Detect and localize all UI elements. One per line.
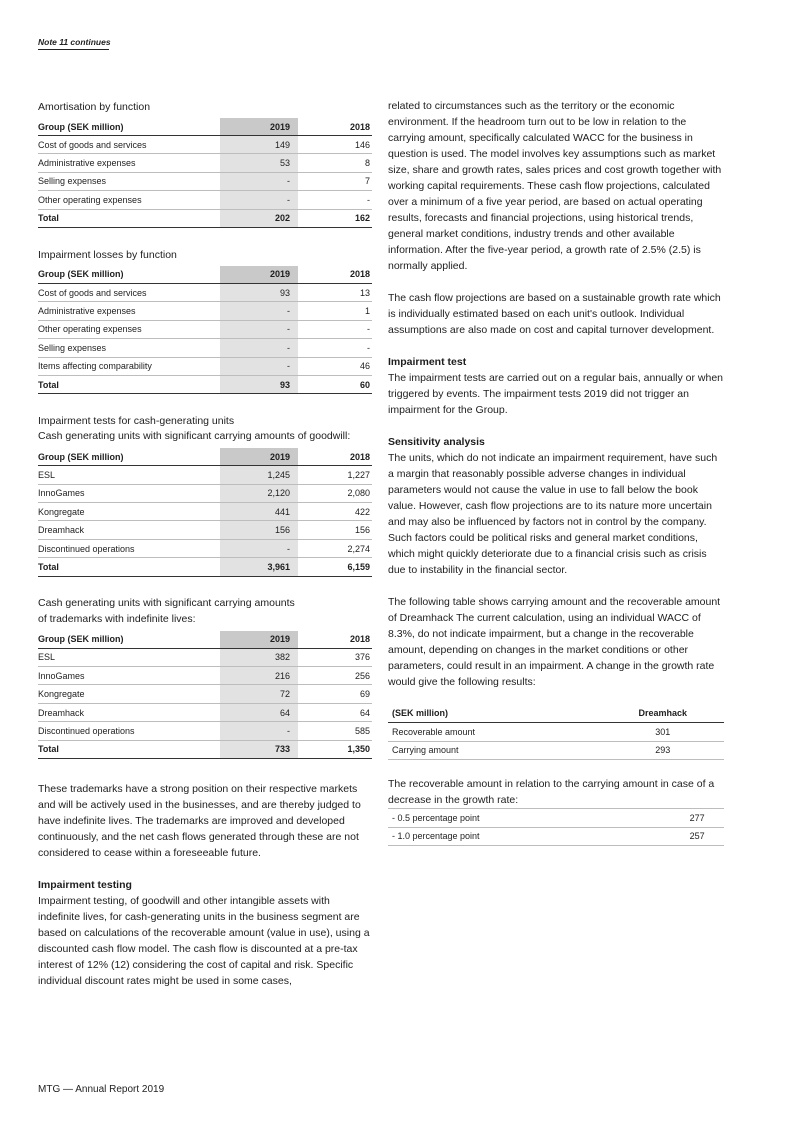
value-2019: 2,120	[220, 484, 298, 502]
value-2019: 382	[220, 648, 298, 666]
table-row	[38, 320, 372, 338]
row-label: Discontinued operations	[38, 539, 220, 557]
table-row	[38, 539, 372, 557]
impairment-losses-table	[38, 266, 372, 394]
table-row	[38, 484, 372, 502]
table-row	[38, 172, 372, 190]
total-label: Total	[38, 209, 220, 227]
value-2018: -	[298, 339, 372, 357]
trademarks-subtitle-line2: of trademarks with indefinite lives:	[38, 612, 196, 625]
trademarks-section	[38, 595, 372, 759]
table-row	[38, 191, 372, 209]
value-2018: 46	[298, 357, 372, 375]
row-label: InnoGames	[38, 484, 220, 502]
row-label: Cost of goods and services	[38, 283, 220, 301]
column-header-2018: 2018	[298, 118, 372, 136]
sensitivity-table-intro: The recoverable amount in relation to the carrying amount in case of a decrease in the growth rate:	[388, 778, 715, 806]
value-2019: 149	[220, 136, 298, 154]
cash-flow-model-paragraph: related to circumstances such as the territory or the economic environment. If the headroom turn out to be low in relation to the carrying amount, specifically calculated WACC for the business in question is used. The model involves key assumptions such as market size, share and growth rates, sales prices and cost growth together with working capital requirements. These cash flow projections, calculated over a minimum of a five year period, are based on actual operating results, forecasts and financial projections, using historical trends, general market conditions, industry trends and other available information. After the five-year period, a growth rate of 2.5% (2.5) is normally applied.	[388, 100, 722, 272]
amortisation-table	[38, 118, 372, 228]
row-label: Selling expenses	[38, 172, 220, 190]
value-2019: -	[220, 172, 298, 190]
value-2019: 93	[220, 283, 298, 301]
value-2019: 53	[220, 154, 298, 172]
value-2019: -	[220, 539, 298, 557]
amortisation-title: Amortisation by function	[38, 101, 151, 113]
value-2019: -	[220, 191, 298, 209]
total-label: Total	[38, 375, 220, 393]
row-label: Kongregate	[38, 685, 220, 703]
total-row	[38, 209, 372, 227]
value-2018: 2,080	[298, 484, 372, 502]
value-2019: 64	[220, 703, 298, 721]
total-2018: 1,350	[298, 740, 372, 758]
sensitivity-analysis-heading: Sensitivity analysis	[388, 436, 485, 448]
column-header-2018: 2018	[298, 266, 372, 284]
table-header-row	[38, 448, 372, 466]
left-column	[38, 100, 372, 989]
impairment-tests-title: Impairment tests for cash-generating units	[38, 415, 235, 428]
value-2018: 376	[298, 648, 372, 666]
total-2018: 6,159	[298, 558, 372, 576]
row-label: InnoGames	[38, 667, 220, 685]
row-label: Administrative expenses	[38, 302, 220, 320]
value-2018: -	[298, 320, 372, 338]
goodwill-table	[38, 448, 372, 576]
impairment-losses-title: Impairment losses by function	[38, 248, 177, 261]
table-row	[38, 283, 372, 301]
value-2019: 72	[220, 685, 298, 703]
total-2019: 202	[220, 209, 298, 227]
column-header-2019: 2019	[220, 631, 298, 649]
table-row	[38, 357, 372, 375]
page-footer: MTG — Annual Report 2019	[38, 1084, 165, 1095]
table-row	[388, 741, 724, 760]
dreamhack-table-intro: The following table shows carrying amount and the recoverable amount of Dreamhack The current calculation, using an individual WACC of 8.3%, do not indicate impairment, but a change in the recoverable amount, depending on changes in the market conditions or other parameters, could result in an impairment. A change in the growth rate would give the following results:	[388, 596, 721, 688]
value-2019: -	[220, 357, 298, 375]
column-header-2019: 2019	[220, 266, 298, 284]
column-header: Group (SEK million)	[38, 448, 220, 466]
table-header-row	[38, 266, 372, 284]
value-2018: 256	[298, 667, 372, 685]
value-2019: -	[220, 722, 298, 740]
sensitivity-table	[388, 808, 724, 846]
table-row	[38, 466, 372, 484]
table-row	[38, 648, 372, 666]
value-2018: 69	[298, 685, 372, 703]
value-2018: 13	[298, 283, 372, 301]
row-label: Discontinued operations	[38, 722, 220, 740]
value-2018: 7	[298, 172, 372, 190]
sensitivity-analysis-paragraph: The units, which do not indicate an impairment requirement, have such a margin that reasonably possible adverse changes in individual parameters would not cause the value in use to fall below the book value. However, cash flow projections are to its nature more uncertain and may also be influenced by factors not in control by the company. Such factors could be political risks and general market conditions, which might quickly deteriorate due to a financial crisis such as crisis due to instability in the financial sector.	[388, 452, 718, 576]
table-row	[38, 722, 372, 740]
goodwill-section	[38, 414, 372, 576]
value-2018: 422	[298, 503, 372, 521]
row-value: 301	[598, 723, 724, 742]
row-label: ESL	[38, 466, 220, 484]
impairment-test-heading: Impairment test	[388, 356, 467, 368]
table-row	[38, 703, 372, 721]
value-2018: 2,274	[298, 539, 372, 557]
column-header: Group (SEK million)	[38, 631, 220, 649]
table-row	[38, 503, 372, 521]
row-label: Cost of goods and services	[38, 136, 220, 154]
value-2018: -	[298, 191, 372, 209]
note-continues-header: Note 11 continues	[38, 37, 111, 47]
goodwill-subtitle: Cash generating units with significant carrying amounts of goodwill:	[38, 430, 351, 443]
value-2019: 1,245	[220, 466, 298, 484]
value-2019: 156	[220, 521, 298, 539]
amortisation-section	[38, 100, 372, 228]
value-2018: 585	[298, 722, 372, 740]
table-row	[38, 136, 372, 154]
table-row	[38, 154, 372, 172]
total-row	[38, 375, 372, 393]
table-row	[38, 667, 372, 685]
row-label: Other operating expenses	[38, 320, 220, 338]
impairment-testing-paragraph: Impairment testing, of goodwill and other intangible assets with indefinite lives, for cash-generating units in the business segment are based on calculations of the recoverable amount (value in use), using a discounted cash flow model. The cash flow is discounted at a pre-tax interest of 12% (12) considering the cost of capital and risk. Specific individual discount rates might be used in some cases,	[38, 894, 370, 987]
total-2019: 93	[220, 375, 298, 393]
value-2018: 1,227	[298, 466, 372, 484]
row-label: Recoverable amount	[388, 723, 598, 742]
value-2018: 8	[298, 154, 372, 172]
column-header-2019: 2019	[220, 118, 298, 136]
column-header-dreamhack: Dreamhack	[598, 704, 724, 723]
row-label: Administrative expenses	[38, 154, 220, 172]
value-2019: 441	[220, 503, 298, 521]
row-label: Items affecting comparability	[38, 357, 220, 375]
total-2018: 60	[298, 375, 372, 393]
table-row	[388, 827, 724, 846]
row-label: Kongregate	[38, 503, 220, 521]
trademarks-table	[38, 631, 372, 759]
impairment-testing-heading: Impairment testing	[38, 878, 132, 891]
row-label: Carrying amount	[388, 741, 598, 760]
row-label: Dreamhack	[38, 703, 220, 721]
value-2019: 216	[220, 667, 298, 685]
column-header: Group (SEK million)	[38, 118, 220, 136]
value-2018: 64	[298, 703, 372, 721]
value-2019: -	[220, 302, 298, 320]
table-row	[38, 339, 372, 357]
value-2019: -	[220, 339, 298, 357]
row-label: Selling expenses	[38, 339, 220, 357]
right-column	[388, 98, 724, 846]
column-header-2018: 2018	[298, 448, 372, 466]
column-header: Group (SEK million)	[38, 266, 220, 284]
table-row	[388, 809, 724, 828]
total-2019: 3,961	[220, 558, 298, 576]
impairment-losses-section	[38, 248, 372, 394]
row-label: Dreamhack	[38, 521, 220, 539]
value-2018: 146	[298, 136, 372, 154]
row-value: 293	[598, 741, 724, 760]
total-2018: 162	[298, 209, 372, 227]
total-label: Total	[38, 740, 220, 758]
trademarks-subtitle-line1: Cash generating units with significant carrying amounts	[38, 596, 295, 609]
table-row	[38, 685, 372, 703]
dreamhack-table	[388, 704, 724, 760]
table-header-row	[38, 631, 372, 649]
row-label: - 0.5 percentage point	[388, 809, 666, 828]
table-header-row	[388, 704, 724, 723]
total-row	[38, 558, 372, 576]
table-row	[388, 723, 724, 742]
value-2019: -	[220, 320, 298, 338]
table-row	[38, 302, 372, 320]
column-header: (SEK million)	[388, 704, 598, 723]
trademarks-paragraph: These trademarks have a strong position on their respective markets and will be actively used in the businesses, and are thereby judged to have indefinite lives. The trademarks are improved and developed continuously, and the net cash flows generated through these are not considered to cease within a foreseeable future.	[38, 782, 361, 859]
row-label: ESL	[38, 648, 220, 666]
total-label: Total	[38, 558, 220, 576]
column-header-2018: 2018	[298, 631, 372, 649]
growth-rate-paragraph: The cash flow projections are based on a sustainable growth rate which is individually estimated based on each unit's outlook. Individual assumptions are also made on cost and capital turnover development.	[388, 292, 721, 336]
row-label: Other operating expenses	[38, 191, 220, 209]
row-label: - 1.0 percentage point	[388, 827, 666, 846]
total-2019: 733	[220, 740, 298, 758]
table-header-row	[38, 118, 372, 136]
table-row	[38, 521, 372, 539]
row-value: 257	[666, 827, 724, 846]
value-2018: 156	[298, 521, 372, 539]
impairment-test-paragraph: The impairment tests are carried out on a regular bais, annually or when triggered by events. The impairment tests 2019 did not trigger an impairment for the Group.	[388, 372, 724, 416]
total-row	[38, 740, 372, 758]
row-value: 277	[666, 809, 724, 828]
header-rule	[38, 49, 109, 50]
column-header-2019: 2019	[220, 448, 298, 466]
value-2018: 1	[298, 302, 372, 320]
